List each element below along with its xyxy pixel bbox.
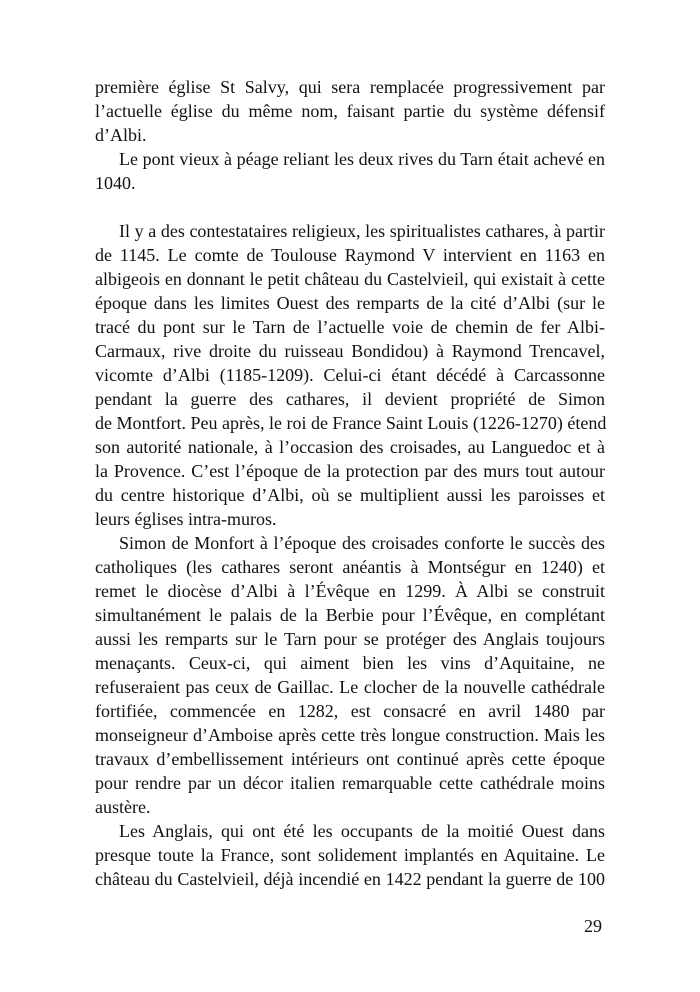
text-line: simultanément le palais de la Berbie pour l’Évêque, en complétant xyxy=(95,605,605,625)
text-line: Il y a des contestataires religieux, les spiritualistes cathares, à partir xyxy=(119,221,605,241)
text-line: travaux d’embellissement intérieurs ont continué après cette époque xyxy=(95,749,605,769)
text-line: Le pont vieux à péage reliant les deux rives du Tarn était achevé en xyxy=(119,149,605,169)
text-line: de Montfort. Peu après, le roi de France Saint Louis (1226-1270) étend xyxy=(95,413,607,433)
text-line: époque dans les limites Ouest des remparts de la cité d’Albi (sur le xyxy=(95,293,605,313)
text-line: Simon de Monfort à l’époque des croisades conforte le succès des xyxy=(119,533,605,553)
text-line: son autorité nationale, à l’occasion des croisades, au Languedoc et à xyxy=(95,437,605,457)
text-line: vicomte d’Albi (1185-1209). Celui-ci étant décédé à Carcassonne xyxy=(95,365,605,385)
text-line: leurs églises intra-muros. xyxy=(95,509,277,529)
text-line: austère. xyxy=(95,797,151,817)
text-line: remet le diocèse d’Albi à l’Évêque en 1299. À Albi se construit xyxy=(95,581,605,601)
paragraph-5 xyxy=(95,819,605,891)
page-number: 29 xyxy=(584,916,602,936)
text-line: catholiques (les cathares seront anéantis à Montségur en 1240) et xyxy=(95,557,605,577)
body-text xyxy=(95,75,605,891)
text-line: de 1145. Le comte de Toulouse Raymond V intervient en 1163 en xyxy=(95,245,605,265)
text-line: albigeois en donnant le petit château du Castelvieil, qui existait à cette xyxy=(95,269,605,289)
text-line: pour rendre par un décor italien remarquable cette cathédrale moins xyxy=(95,773,605,793)
paragraph-3 xyxy=(95,219,605,531)
text-line: Carmaux, rive droite du ruisseau Bondidou) à Raymond Trencavel, xyxy=(95,341,605,361)
text-line: fortifiée, commencée en 1282, est consacré en avril 1480 par xyxy=(95,701,605,721)
text-line: l’actuelle église du même nom, faisant partie du système défensif xyxy=(95,101,605,121)
paragraph-2 xyxy=(95,147,605,195)
text-line: château du Castelvieil, déjà incendié en 1422 pendant la guerre de 100 xyxy=(95,869,605,889)
text-line: presque toute la France, sont solidement implantés en Aquitaine. Le xyxy=(95,845,605,865)
paragraph-1 xyxy=(95,75,605,147)
text-line: tracé du pont sur le Tarn de l’actuelle voie de chemin de fer Albi- xyxy=(95,317,605,337)
text-line: pendant la guerre des cathares, il devient propriété de Simon xyxy=(95,389,605,409)
text-line: refuseraient pas ceux de Gaillac. Le clocher de la nouvelle cathédrale xyxy=(95,677,605,697)
text-line: du centre historique d’Albi, où se multiplient aussi les paroisses et xyxy=(95,485,605,505)
text-line: 1040. xyxy=(95,173,136,193)
text-line: Les Anglais, qui ont été les occupants de la moitié Ouest dans xyxy=(119,821,605,841)
text-line: monseigneur d’Amboise après cette très longue construction. Mais les xyxy=(95,725,605,745)
text-line: menaçants. Ceux-ci, qui aiment bien les vins d’Aquitaine, ne xyxy=(95,653,605,673)
text-line: première église St Salvy, qui sera remplacée progressivement par xyxy=(95,77,605,97)
text-line: d’Albi. xyxy=(95,125,147,145)
text-line: la Provence. C’est l’époque de la protection par des murs tout autour xyxy=(95,461,605,481)
text-line: aussi les remparts sur le Tarn pour se protéger des Anglais toujours xyxy=(95,629,605,649)
paragraph-4 xyxy=(95,531,605,819)
